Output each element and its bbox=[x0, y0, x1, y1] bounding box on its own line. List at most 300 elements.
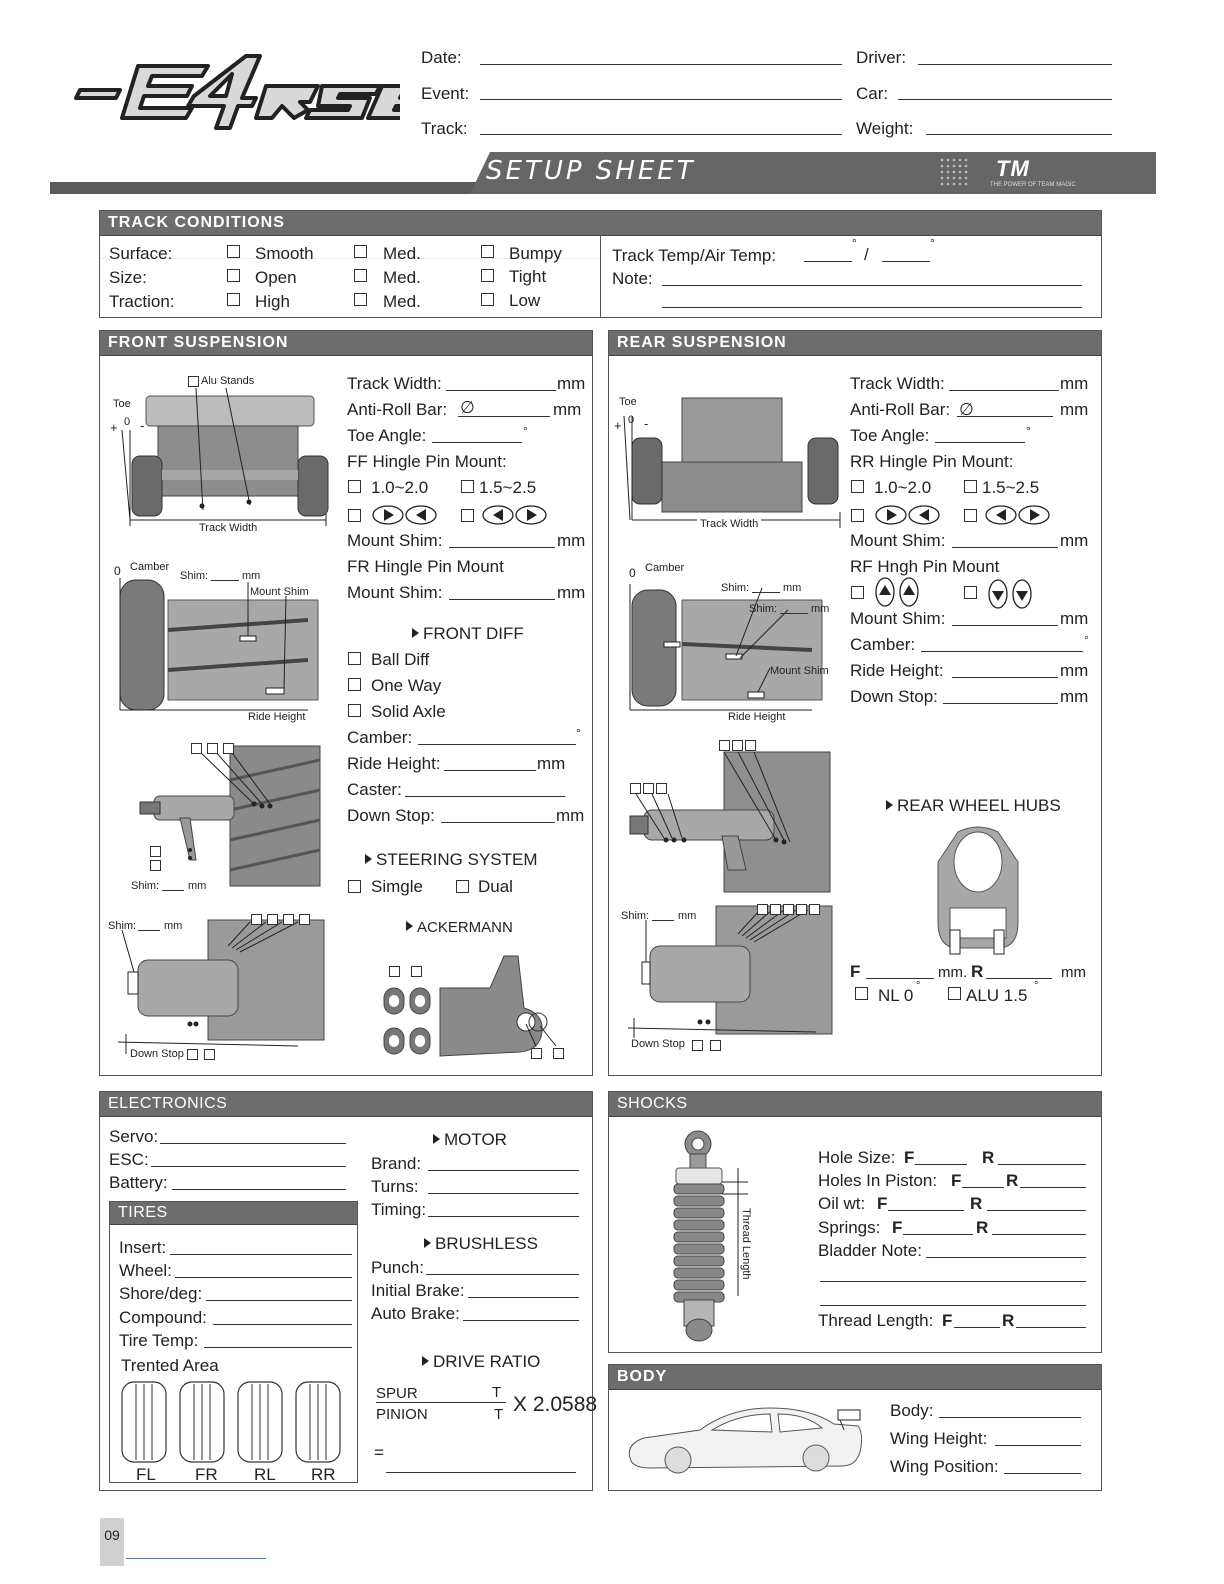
deg-symbol: ° bbox=[1084, 633, 1089, 647]
note-field[interactable] bbox=[662, 285, 1082, 286]
front-track-width-label: Track Width: bbox=[347, 374, 442, 393]
rear-suspension-title: REAR SUSPENSION bbox=[609, 331, 1101, 356]
rr-pin-direction-checkbox[interactable] bbox=[851, 509, 864, 522]
mm-unit: mm bbox=[556, 806, 585, 825]
size-tight-checkbox[interactable] bbox=[481, 269, 494, 282]
steering-title: STEERING SYSTEM bbox=[376, 850, 538, 869]
rr-pin-option-b-label: 1.5~2.5 bbox=[982, 478, 1040, 497]
caster-option-checkbox[interactable] bbox=[191, 743, 202, 754]
motor-heading bbox=[433, 1130, 507, 1150]
shim-mm: mm bbox=[164, 920, 183, 932]
deg-symbol: ° bbox=[852, 236, 857, 250]
shim-field[interactable] bbox=[211, 580, 239, 581]
initial-brake-label: Initial Brake: bbox=[371, 1281, 465, 1300]
bladder-note-field-3[interactable] bbox=[820, 1305, 1086, 1306]
rear-downstop-hole-checkbox[interactable] bbox=[692, 1040, 703, 1051]
footer-rule bbox=[126, 1558, 266, 1559]
surface-med-checkbox[interactable] bbox=[354, 245, 367, 258]
one-way-label: One Way bbox=[371, 676, 442, 695]
ackermann-hole-checkbox[interactable] bbox=[553, 1048, 564, 1059]
ff-pin-option-a-checkbox[interactable] bbox=[348, 480, 361, 493]
camber-zero: 0 bbox=[114, 564, 121, 578]
note-label: Note: bbox=[612, 269, 653, 288]
shim-field[interactable] bbox=[138, 930, 160, 931]
deg-symbol: ° bbox=[1026, 424, 1031, 438]
single-steering-label: Simgle bbox=[371, 877, 423, 896]
holes-piston-label: Holes In Piston: bbox=[818, 1171, 938, 1190]
rr-pin-direction-checkbox[interactable] bbox=[964, 509, 977, 522]
alu-stands-checkbox[interactable] bbox=[188, 376, 199, 387]
body-label: Body: bbox=[890, 1401, 934, 1420]
body-title: BODY bbox=[609, 1365, 1101, 1390]
temp-separator: / bbox=[864, 245, 869, 264]
brand-tagline: THE POWER OF TEAM MAGIC bbox=[990, 182, 1076, 188]
track-width-caption: Track Width bbox=[196, 522, 260, 534]
drive-ratio-title: DRIVE RATIO bbox=[433, 1352, 541, 1371]
rear-downstop-option-checkbox[interactable] bbox=[796, 904, 807, 915]
shim-label: Shim: bbox=[621, 910, 650, 922]
driver-field[interactable] bbox=[918, 64, 1112, 65]
diameter-symbol: ∅ bbox=[460, 398, 475, 417]
body-field[interactable] bbox=[939, 1417, 1081, 1418]
toe-zero: 0 bbox=[124, 416, 131, 428]
shim-label: Shim: bbox=[180, 570, 209, 582]
front-down-stop-label: Down Stop: bbox=[347, 806, 435, 825]
deg-symbol: ° bbox=[523, 424, 528, 438]
downstop-option-checkbox[interactable] bbox=[299, 914, 310, 925]
rear-hubs-title: REAR WHEEL HUBS bbox=[897, 796, 1061, 815]
mount-shim-caption: Mount Shim bbox=[250, 586, 309, 598]
rr-pin-mount-label: RR Hingle Pin Mount: bbox=[850, 452, 1014, 471]
traction-med-checkbox[interactable] bbox=[354, 293, 367, 306]
ratio-result-field[interactable] bbox=[386, 1472, 576, 1473]
rear-ride-height-label: Ride Height: bbox=[850, 661, 944, 680]
timing-field[interactable] bbox=[428, 1216, 579, 1217]
deg-symbol: ° bbox=[576, 726, 581, 740]
front-anti-roll-bar-field[interactable] bbox=[458, 416, 550, 417]
shim-mm: mm bbox=[188, 880, 207, 892]
battery-field[interactable] bbox=[172, 1189, 346, 1190]
hub-f-field[interactable] bbox=[866, 978, 934, 979]
downstop-hole-checkbox[interactable] bbox=[187, 1049, 198, 1060]
shim-field[interactable] bbox=[652, 920, 674, 921]
thread-length-r-field[interactable] bbox=[1016, 1327, 1086, 1328]
tire-rr-label: RR bbox=[311, 1465, 336, 1484]
ackermann-title: ACKERMANN bbox=[417, 919, 513, 936]
initial-brake-field[interactable] bbox=[468, 1297, 579, 1298]
surface-label: Surface: bbox=[109, 244, 173, 263]
bladder-note-label: Bladder Note: bbox=[818, 1241, 922, 1260]
spur-label: SPUR bbox=[376, 1385, 418, 1402]
ball-diff-label: Ball Diff bbox=[371, 650, 430, 669]
ratio-fraction-line bbox=[376, 1402, 506, 1403]
multiplier-text: X 2.0588 bbox=[513, 1393, 598, 1416]
size-med-checkbox[interactable] bbox=[354, 269, 367, 282]
holes-piston-f-field[interactable] bbox=[962, 1187, 1004, 1188]
arrow-up-icon bbox=[874, 576, 922, 608]
arrow-left-right-icon bbox=[480, 504, 550, 526]
shore-label: Shore/deg: bbox=[119, 1284, 203, 1303]
spur-t-label: T bbox=[492, 1384, 502, 1401]
hub-nl-checkbox[interactable] bbox=[855, 987, 868, 1000]
ratio-multiplier bbox=[513, 1393, 597, 1417]
weight-field[interactable] bbox=[926, 134, 1112, 135]
tire-temp-field[interactable] bbox=[204, 1347, 352, 1348]
size-open-label: Open bbox=[255, 268, 297, 287]
rf-pin-up-checkbox[interactable] bbox=[851, 586, 864, 599]
front-suspension-title: FRONT SUSPENSION bbox=[100, 331, 592, 356]
shim-field[interactable] bbox=[162, 890, 184, 891]
hole-size-label: Hole Size: bbox=[818, 1148, 896, 1167]
rr-pin-option-a-checkbox[interactable] bbox=[851, 480, 864, 493]
fr-mount-shim-field[interactable] bbox=[449, 599, 555, 600]
brushless-title: BRUSHLESS bbox=[435, 1234, 538, 1253]
date-field[interactable] bbox=[480, 64, 842, 65]
ff-pin-option-b-checkbox[interactable] bbox=[461, 480, 474, 493]
caster-label: Caster: bbox=[347, 780, 402, 799]
car-body-diagram bbox=[620, 1400, 870, 1480]
mm-unit: mm bbox=[1060, 374, 1089, 393]
rear-downstop-option-checkbox[interactable] bbox=[770, 904, 781, 915]
rear-anti-squat-diagram bbox=[624, 750, 834, 895]
rear-downstop-diagram bbox=[620, 900, 834, 1050]
battery-label: Battery: bbox=[109, 1173, 168, 1192]
caster-shim-checkbox[interactable] bbox=[150, 860, 161, 871]
oil-wt-f-field[interactable] bbox=[888, 1210, 964, 1211]
front-anti-roll-bar-label: Anti-Roll Bar: bbox=[347, 400, 448, 419]
oil-wt-r-field[interactable] bbox=[987, 1210, 1086, 1211]
event-label: Event: bbox=[421, 84, 470, 103]
toe-minus: - bbox=[140, 418, 145, 433]
auto-brake-label: Auto Brake: bbox=[371, 1304, 460, 1323]
front-ride-height-label: Ride Height: bbox=[347, 754, 441, 773]
rf-mount-shim-field[interactable] bbox=[952, 625, 1058, 626]
weight-label: Weight: bbox=[856, 119, 914, 138]
front-diff-heading bbox=[412, 624, 524, 644]
auto-brake-field[interactable] bbox=[463, 1320, 579, 1321]
shim-mm: mm bbox=[783, 582, 802, 594]
size-med-label: Med. bbox=[383, 268, 421, 287]
front-down-stop-field[interactable] bbox=[441, 822, 555, 823]
holes-piston-r: R bbox=[1006, 1171, 1019, 1190]
shim-field[interactable] bbox=[780, 613, 808, 614]
holes-piston-f: F bbox=[951, 1171, 962, 1190]
solid-axle-label: Solid Axle bbox=[371, 702, 446, 721]
turns-label: Turns: bbox=[371, 1177, 419, 1196]
track-width-caption: Track Width bbox=[697, 518, 761, 530]
hole-size-r-field[interactable] bbox=[998, 1164, 1086, 1165]
front-camber-label: Camber: bbox=[347, 728, 413, 747]
toe-plus: + bbox=[614, 418, 622, 433]
hub-mm-unit: mm bbox=[1061, 964, 1086, 981]
hub-alu-checkbox[interactable] bbox=[948, 987, 961, 1000]
turns-field[interactable] bbox=[428, 1193, 579, 1194]
steering-heading bbox=[365, 850, 538, 870]
track-field[interactable] bbox=[480, 134, 842, 135]
brand-field[interactable] bbox=[428, 1170, 579, 1171]
hole-size-f-field[interactable] bbox=[915, 1164, 967, 1165]
front-ride-height-field[interactable] bbox=[444, 770, 536, 771]
springs-r: R bbox=[976, 1218, 989, 1237]
front-camber-field[interactable] bbox=[418, 744, 576, 745]
oil-wt-f: F bbox=[877, 1194, 888, 1213]
thread-length-label: Thread Length: bbox=[818, 1311, 934, 1330]
fr-pin-mount-label: FR Hingle Pin Mount bbox=[347, 557, 504, 576]
track-label: Track: bbox=[421, 119, 468, 138]
arrow-down-icon bbox=[987, 578, 1035, 610]
rear-downstop-option-checkbox[interactable] bbox=[809, 904, 820, 915]
shore-field[interactable] bbox=[206, 1300, 352, 1301]
holes-piston-r-field[interactable] bbox=[1020, 1187, 1086, 1188]
traction-high-checkbox[interactable] bbox=[227, 293, 240, 306]
note-field-2[interactable] bbox=[662, 307, 1082, 308]
shim-label: Shim: bbox=[131, 880, 160, 892]
rear-downstop-option-checkbox[interactable] bbox=[757, 904, 768, 915]
front-top-view-diagram bbox=[108, 370, 338, 540]
ff-pin-direction-checkbox[interactable] bbox=[461, 509, 474, 522]
rear-toe-angle-label: Toe Angle: bbox=[850, 426, 930, 445]
banner-title: SETUP SHEET bbox=[486, 156, 696, 186]
rear-ride-height-field[interactable] bbox=[952, 677, 1058, 678]
rear-down-stop-label: Down Stop: bbox=[850, 687, 938, 706]
caster-option-checkbox[interactable] bbox=[207, 743, 218, 754]
front-downstop-diagram bbox=[108, 910, 328, 1060]
driver-label: Driver: bbox=[856, 48, 907, 67]
wing-position-field[interactable] bbox=[1004, 1473, 1081, 1474]
thread-length-f: F bbox=[942, 1311, 953, 1330]
brand-label: Brand: bbox=[371, 1154, 422, 1173]
hole-size-f: F bbox=[904, 1148, 915, 1167]
springs-f-field[interactable] bbox=[903, 1234, 973, 1235]
downstop-option-checkbox[interactable] bbox=[251, 914, 262, 925]
camber-caption: Camber bbox=[130, 561, 170, 573]
caster-shim-checkbox[interactable] bbox=[150, 846, 161, 857]
shocks-title: SHOCKS bbox=[609, 1092, 1101, 1117]
hub-r-field[interactable] bbox=[986, 978, 1052, 979]
mm-unit: mm bbox=[1060, 609, 1089, 628]
ride-height-caption: Ride Height bbox=[728, 711, 786, 723]
rear-downstop-option-checkbox[interactable] bbox=[783, 904, 794, 915]
size-tight-label: Tight bbox=[509, 267, 547, 286]
electronics-title: ELECTRONICS bbox=[100, 1092, 592, 1117]
thread-length-caption: Thread Length bbox=[740, 1208, 752, 1280]
camber-zero: 0 bbox=[629, 566, 636, 580]
caster-field[interactable] bbox=[405, 796, 565, 797]
hub-r-label: R bbox=[971, 962, 984, 981]
mm-unit: mm bbox=[1060, 661, 1089, 680]
size-open-checkbox[interactable] bbox=[227, 269, 240, 282]
downstop-hole-checkbox[interactable] bbox=[204, 1049, 215, 1060]
rear-track-width-field[interactable] bbox=[949, 390, 1059, 391]
tire-fl-label: FL bbox=[136, 1465, 156, 1484]
surface-bumpy-label: Bumpy bbox=[509, 244, 562, 263]
car-label: Car: bbox=[856, 84, 889, 103]
rear-toe-option-checkbox[interactable] bbox=[643, 783, 654, 794]
rear-mount-shim-label: Mount Shim: bbox=[850, 531, 946, 550]
brushless-heading bbox=[424, 1234, 538, 1254]
esc-label: ESC: bbox=[109, 1150, 149, 1169]
diameter-symbol: ∅ bbox=[959, 400, 974, 419]
ball-diff-checkbox[interactable] bbox=[348, 652, 361, 665]
punch-field[interactable] bbox=[426, 1274, 579, 1275]
traction-low-label: Low bbox=[509, 291, 541, 310]
divider bbox=[600, 235, 601, 317]
fr-mount-shim-label: Mount Shim: bbox=[347, 583, 443, 602]
tire-temp-label: Tire Temp: bbox=[119, 1331, 199, 1350]
arrow-right-left-icon bbox=[873, 504, 943, 526]
servo-field[interactable] bbox=[160, 1143, 346, 1144]
insert-label: Insert: bbox=[119, 1238, 167, 1257]
toe-minus: - bbox=[644, 416, 649, 431]
shim-label: Shim: bbox=[108, 920, 137, 932]
downstop-option-checkbox[interactable] bbox=[267, 914, 278, 925]
wing-height-label: Wing Height: bbox=[890, 1429, 988, 1448]
hub-f-label: F bbox=[850, 962, 861, 981]
front-toe-angle-field[interactable] bbox=[432, 442, 522, 443]
rear-hubs-heading bbox=[886, 796, 1061, 816]
ride-height-caption: Ride Height bbox=[248, 711, 306, 723]
thread-length-r: R bbox=[1002, 1311, 1015, 1330]
tires-title: TIRES bbox=[110, 1202, 357, 1225]
antisquat-option-checkbox[interactable] bbox=[732, 740, 743, 751]
date-label: Date: bbox=[421, 48, 462, 67]
dual-steering-label: Dual bbox=[478, 877, 513, 896]
deg-symbol: ° bbox=[1034, 980, 1039, 992]
antisquat-option-checkbox[interactable] bbox=[719, 740, 730, 751]
rear-downstop-hole-checkbox[interactable] bbox=[710, 1040, 721, 1051]
wheel-label: Wheel: bbox=[119, 1261, 172, 1280]
rear-toe-option-checkbox[interactable] bbox=[656, 783, 667, 794]
front-camber-diagram bbox=[108, 560, 338, 720]
brand-mark: TM bbox=[996, 156, 1030, 181]
motor-title: MOTOR bbox=[444, 1130, 507, 1149]
single-steering-checkbox[interactable] bbox=[348, 880, 361, 893]
camber-caption: Camber bbox=[645, 562, 685, 574]
oil-wt-r: R bbox=[970, 1194, 983, 1213]
rear-mount-shim-field[interactable] bbox=[952, 547, 1058, 548]
rear-hub-diagram bbox=[928, 822, 1028, 958]
mm-unit: mm bbox=[557, 531, 586, 550]
mm-unit: mm bbox=[537, 754, 566, 773]
bladder-note-field-2[interactable] bbox=[820, 1281, 1086, 1282]
rear-toe-angle-field[interactable] bbox=[935, 442, 1025, 443]
ackermann-hole-checkbox[interactable] bbox=[531, 1048, 542, 1059]
hub-nl-label: NL 0 bbox=[878, 986, 914, 1005]
alu-stands-label: Alu Stands bbox=[201, 375, 255, 387]
mm-unit: mm bbox=[1060, 400, 1089, 419]
punch-label: Punch: bbox=[371, 1258, 424, 1277]
servo-label: Servo: bbox=[109, 1127, 159, 1146]
rear-camber-field[interactable] bbox=[921, 651, 1083, 652]
traction-low-checkbox[interactable] bbox=[481, 293, 494, 306]
rr-pin-option-a-label: 1.0~2.0 bbox=[874, 478, 932, 497]
esc-field[interactable] bbox=[151, 1166, 346, 1167]
front-mount-shim-field[interactable] bbox=[449, 547, 555, 548]
ff-pin-mount-label: FF Hingle Pin Mount: bbox=[347, 452, 507, 471]
air-temp-field[interactable] bbox=[882, 261, 930, 262]
shim-field[interactable] bbox=[752, 592, 780, 593]
equals-label: = bbox=[374, 1443, 384, 1462]
rf-pin-mount-label: RF Hngh Pin Mount bbox=[850, 557, 1000, 576]
antisquat-option-checkbox[interactable] bbox=[745, 740, 756, 751]
front-toe-angle-label: Toe Angle: bbox=[347, 426, 427, 445]
insert-field[interactable] bbox=[170, 1254, 352, 1255]
mm-unit: mm bbox=[1060, 531, 1089, 550]
track-temp-label: Track Temp/Air Temp: bbox=[612, 246, 777, 265]
front-mount-shim-label: Mount Shim: bbox=[347, 531, 443, 550]
mm-unit: mm bbox=[553, 400, 582, 419]
wing-height-field[interactable] bbox=[995, 1445, 1081, 1446]
surface-med-label: Med. bbox=[383, 244, 421, 263]
springs-r-field[interactable] bbox=[992, 1234, 1086, 1235]
toe-label: Toe bbox=[113, 398, 131, 410]
surface-bumpy-checkbox[interactable] bbox=[481, 245, 494, 258]
deg-symbol: ° bbox=[930, 236, 935, 250]
ff-pin-direction-checkbox[interactable] bbox=[348, 509, 361, 522]
rear-toe-option-checkbox[interactable] bbox=[630, 783, 641, 794]
mount-shim-caption: Mount Shim bbox=[770, 665, 829, 677]
front-diff-title: FRONT DIFF bbox=[423, 624, 524, 643]
compound-field[interactable] bbox=[213, 1324, 352, 1325]
car-field[interactable] bbox=[898, 99, 1112, 100]
rr-pin-option-b-checkbox[interactable] bbox=[964, 480, 977, 493]
surface-smooth-checkbox[interactable] bbox=[227, 245, 240, 258]
ackermann-heading bbox=[406, 919, 513, 936]
rear-down-stop-field[interactable] bbox=[943, 703, 1058, 704]
front-track-width-field[interactable] bbox=[446, 390, 556, 391]
ff-pin-option-b-label: 1.5~2.5 bbox=[479, 478, 537, 497]
pinion-label: PINION bbox=[376, 1406, 428, 1423]
traction-med-label: Med. bbox=[383, 292, 421, 311]
deg-symbol: ° bbox=[916, 980, 921, 992]
downstop-option-checkbox[interactable] bbox=[283, 914, 294, 925]
dual-steering-checkbox[interactable] bbox=[456, 880, 469, 893]
shim-mm: mm bbox=[811, 603, 830, 615]
track-temp-field[interactable] bbox=[804, 261, 852, 262]
shim-label: Shim: bbox=[749, 603, 778, 615]
track-conditions-panel bbox=[99, 210, 1102, 318]
rear-track-width-label: Track Width: bbox=[850, 374, 945, 393]
springs-label: Springs: bbox=[818, 1218, 881, 1237]
hole-size-r: R bbox=[982, 1148, 995, 1167]
oil-wt-label: Oil wt: bbox=[818, 1194, 866, 1213]
mm-unit: mm bbox=[557, 583, 586, 602]
one-way-checkbox[interactable] bbox=[348, 678, 361, 691]
traction-high-label: High bbox=[255, 292, 290, 311]
compound-label: Compound: bbox=[119, 1308, 207, 1327]
surface-smooth-label: Smooth bbox=[255, 244, 314, 263]
thread-length-f-field[interactable] bbox=[954, 1327, 1000, 1328]
size-label: Size: bbox=[109, 268, 147, 287]
timing-label: Timing: bbox=[371, 1200, 427, 1219]
down-stop-caption: Down Stop bbox=[130, 1048, 184, 1060]
event-field[interactable] bbox=[480, 99, 842, 100]
page-number: 09 bbox=[100, 1518, 124, 1566]
rear-anti-roll-bar-field[interactable] bbox=[957, 416, 1053, 417]
tire-rl-label: RL bbox=[254, 1465, 276, 1484]
solid-axle-checkbox[interactable] bbox=[348, 704, 361, 717]
wheel-field[interactable] bbox=[175, 1277, 352, 1278]
traction-label: Traction: bbox=[109, 292, 175, 311]
caster-option-checkbox[interactable] bbox=[223, 743, 234, 754]
track-conditions-title: TRACK CONDITIONS bbox=[100, 211, 1101, 236]
rf-pin-down-checkbox[interactable] bbox=[964, 586, 977, 599]
toe-plus: + bbox=[110, 420, 118, 435]
shim-mm: mm bbox=[678, 910, 697, 922]
toe-zero: 0 bbox=[628, 414, 635, 426]
bladder-note-field[interactable] bbox=[926, 1257, 1086, 1258]
shim-mm: mm bbox=[242, 570, 261, 582]
